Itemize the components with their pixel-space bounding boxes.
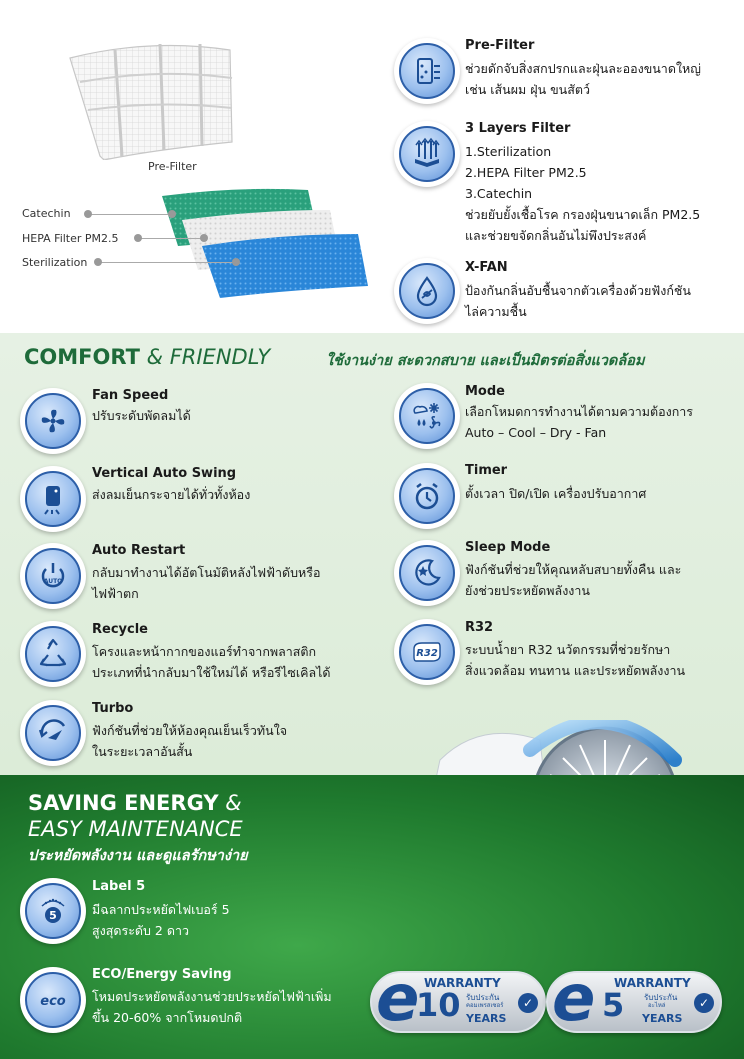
feature-title: Label 5: [92, 879, 146, 894]
eco-icon: [20, 967, 86, 1033]
auto-restart-icon: [20, 543, 86, 609]
feature-desc: โหมดประหยัดพลังงานช่วยประหยัดไฟฟ้าเพิ่ม ขึ้น 20-60% จากโหมดปกติ: [92, 989, 332, 1025]
sleep-mode-icon: [394, 540, 460, 606]
turbo-icon: [20, 700, 86, 766]
feature-title: Fan Speed: [92, 388, 169, 403]
warranty-badge-10: e WARRANTY 10 รับประกัน คอมเพรสเซอร์ YEARS ✓: [370, 971, 546, 1033]
timer-icon: [394, 463, 460, 529]
feature-title: Turbo: [92, 701, 134, 716]
feature-title: R32: [465, 620, 494, 635]
feature-title: Pre-Filter: [465, 38, 535, 53]
recycle-icon: [20, 621, 86, 687]
feature-title: Auto Restart: [92, 543, 186, 558]
pre-filter-illustration: [60, 38, 240, 160]
saving-subtitle: ประหยัดพลังงาน และดูแลรักษาง่าย: [28, 848, 248, 864]
feature-title: ECO/Energy Saving: [92, 967, 232, 982]
pre-filter-icon: [394, 38, 460, 104]
eco-text: eco: [40, 994, 66, 1009]
mode-icon: [394, 383, 460, 449]
feature-desc: กลับมาทำงานได้อัตโนมัติหลังไฟฟ้าดับหรือ ไฟฟ้าตก: [92, 565, 321, 601]
comfort-heading: COMFORT & FRIENDLY: [24, 345, 271, 369]
feature-title: Timer: [465, 463, 508, 478]
fan-speed-icon: [20, 388, 86, 454]
filter-section: [0, 0, 744, 333]
layers-filter-icon: [394, 121, 460, 187]
feature-desc: มีฉลากประหยัดไฟเบอร์ 5 สูงสุดระดับ 2 ดาว: [92, 902, 230, 938]
saving-heading-line2: EASY MAINTENANCE: [28, 817, 243, 841]
comfort-subtitle: ใช้งานง่าย สะดวกสบาย และเป็นมิตรต่อสิ่งแวดล้อม: [326, 353, 645, 369]
filter-label-hepa: HEPA Filter PM2.5: [22, 232, 119, 245]
saving-heading-line1: SAVING ENERGY &: [28, 791, 242, 815]
warranty-badge-5: e WARRANTY 5 รับประกัน อะไหล่ YEARS ✓: [546, 971, 722, 1033]
comfort-section: [0, 333, 744, 775]
feature-desc: ส่งลมเย็นกระจายได้ทั่วทั้งห้อง: [92, 487, 251, 502]
feature-title: 3 Layers Filter: [465, 121, 571, 136]
feature-title: X-FAN: [465, 260, 508, 275]
feature-desc: ระบบน้ำยา R32 นวัตกรรมที่ช่วยรักษา สิ่งแวดล้อม ทนทาน และประหยัดพลังงาน: [465, 642, 686, 678]
feature-desc: ฟังก์ชันที่ช่วยให้คุณหลับสบายทั้งคืน และ ยังช่วยประหยัดพลังงาน: [465, 562, 682, 598]
x-fan-icon: [394, 258, 460, 324]
feature-desc: ตั้งเวลา ปิด/เปิด เครื่องปรับอากาศ: [465, 486, 647, 501]
feature-desc: ปรับระดับพัดลมได้: [92, 408, 191, 423]
saving-section: [0, 775, 744, 1059]
feature-desc: โครงและหน้ากากของแอร์ทำจากพลาสติก ประเภทที่นำกลับมาใช้ใหม่ได้ หรือรีไซเคิลได้: [92, 644, 331, 680]
vertical-swing-icon: [20, 466, 86, 532]
feature-title: Recycle: [92, 622, 148, 637]
r32-icon: [394, 619, 460, 685]
feature-desc: ช่วยดักจับสิ่งสกปรกและฝุ่นละอองขนาดใหญ่ เช่น เส้นผม ฝุ่น ขนสัตว์: [465, 61, 701, 97]
feature-desc: ฟังก์ชันที่ช่วยให้ห้องคุณเย็นเร็วทันใจ ในระยะเวลาอันสั้น: [92, 723, 288, 759]
feature-desc: ป้องกันกลิ่นอับชื้นจากตัวเครื่องด้วยฟังก์ชัน ไล่ความชื้น: [465, 283, 691, 319]
feature-desc: 1.Sterilization 2.HEPA Filter PM2.5 3.Catechin ช่วยยับยั้งเชื้อโรค กรองฝุ่นขนาดเล็ก PM2.5 และช่วยขจัดกลิ่นอันไม่พึงประสงค์: [465, 144, 701, 243]
feature-desc: เลือกโหมดการทำงานได้ตามความต้องการ Auto – Cool – Dry - Fan: [465, 404, 693, 440]
feature-title: Vertical Auto Swing: [92, 466, 237, 481]
filter-label-sterilization: Sterilization: [22, 256, 88, 269]
r32-text: R32: [416, 648, 438, 659]
filter-layers-illustration: [158, 186, 370, 298]
feature-title: Mode: [465, 384, 505, 399]
filter-label-catechin: Catechin: [22, 207, 71, 220]
label5-icon: [20, 878, 86, 944]
label5-text: 5: [49, 909, 57, 922]
auto-text: AUTO: [43, 578, 63, 585]
feature-title: Sleep Mode: [465, 540, 551, 555]
pre-filter-caption: Pre-Filter: [148, 160, 197, 173]
